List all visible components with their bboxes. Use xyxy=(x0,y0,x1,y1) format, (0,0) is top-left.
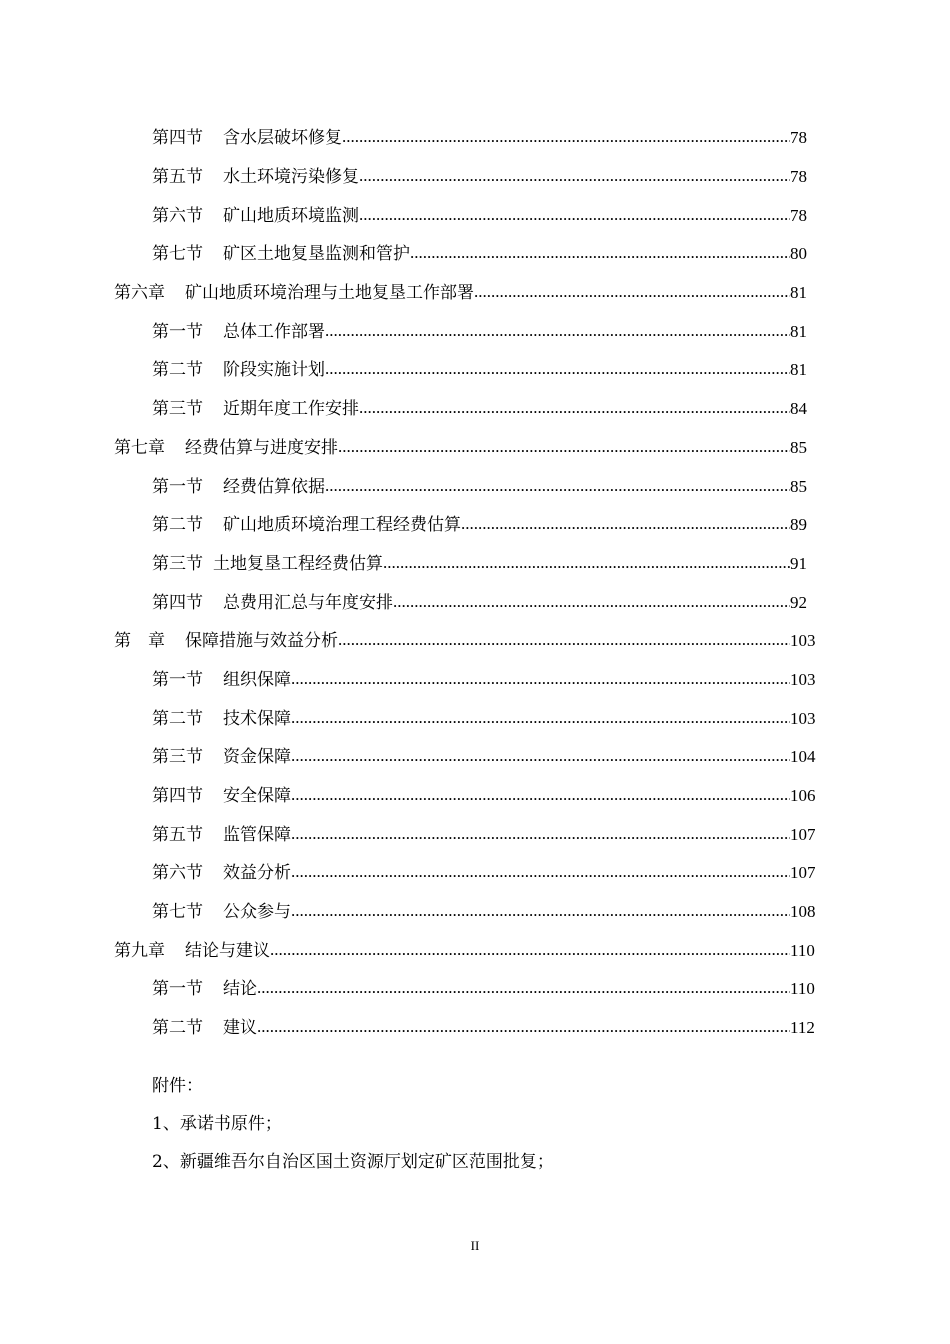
toc-section-entry[interactable] xyxy=(0,467,950,506)
toc-section-entry[interactable] xyxy=(0,390,950,429)
toc-section-entry[interactable] xyxy=(0,777,950,816)
toc-dot-leader xyxy=(257,979,790,998)
toc-entry-page-number: 81 xyxy=(790,321,807,341)
toc-entry-number: 第二节 xyxy=(152,708,203,729)
toc-entry-title: 结论 xyxy=(223,979,257,1000)
toc-entry-leader-line xyxy=(152,747,790,767)
toc-entry-number: 第六章 xyxy=(114,283,165,304)
toc-entry-page-number: 106 xyxy=(790,786,816,806)
toc-entry-title: 矿区土地复垦监测和管护 xyxy=(223,244,410,265)
toc-entry-leader-line xyxy=(152,515,790,535)
toc-entry-number: 第七节 xyxy=(152,244,203,265)
toc-entry-leader-line xyxy=(152,902,790,922)
toc-entry-page-number: 103 xyxy=(790,708,816,728)
toc-entry-number: 第四节 xyxy=(152,128,203,149)
toc-section-entry[interactable] xyxy=(0,196,950,235)
toc-entry-page-number: 107 xyxy=(790,824,816,844)
toc-dot-leader xyxy=(359,167,790,186)
toc-entry-page-number: 112 xyxy=(790,1018,815,1038)
toc-section-entry[interactable] xyxy=(0,970,950,1009)
toc-entry-title: 安全保障 xyxy=(223,786,291,807)
toc-section-entry[interactable] xyxy=(0,738,950,777)
toc-entry-page-number: 104 xyxy=(790,747,816,767)
toc-dot-leader xyxy=(393,593,790,612)
toc-entry-leader-line xyxy=(152,709,790,729)
toc-dot-leader xyxy=(474,283,790,302)
toc-entry-leader-line xyxy=(152,593,790,613)
toc-entry-leader-line xyxy=(152,786,790,806)
toc-entry-title: 监管保障 xyxy=(223,824,291,845)
toc-dot-leader xyxy=(291,825,790,844)
toc-dot-leader xyxy=(291,786,790,805)
toc-dot-leader xyxy=(359,206,790,225)
toc-dot-leader xyxy=(359,399,790,418)
toc-entry-title: 资金保障 xyxy=(223,747,291,768)
toc-entry-page-number: 110 xyxy=(790,979,815,999)
toc-chapter-entry[interactable] xyxy=(0,429,950,468)
toc-entry-title: 建议 xyxy=(223,1018,257,1039)
toc-dot-leader xyxy=(325,360,790,379)
toc-entry-leader-line xyxy=(114,438,790,458)
toc-entry-page-number: 91 xyxy=(790,553,807,573)
toc-entry-page-number: 78 xyxy=(790,167,807,187)
toc-dot-leader xyxy=(325,322,790,341)
toc-section-entry[interactable] xyxy=(0,119,950,158)
toc-entry-number: 第九章 xyxy=(114,940,165,961)
toc-entry-number: 第一节 xyxy=(152,669,203,690)
toc-entry-title: 组织保障 xyxy=(223,669,291,690)
toc-entry-page-number: 78 xyxy=(790,205,807,225)
toc-entry-number: 第一节 xyxy=(152,476,203,497)
toc-entry-title: 水土环境污染修复 xyxy=(223,167,359,188)
toc-entry-leader-line xyxy=(152,322,790,342)
toc-chapter-entry[interactable] xyxy=(0,622,950,661)
toc-entry-leader-line xyxy=(114,631,790,651)
toc-entry-leader-line xyxy=(152,206,790,226)
toc-entry-number: 第二节 xyxy=(152,1018,203,1039)
toc-entry-number: 第四节 xyxy=(152,786,203,807)
toc-section-entry[interactable] xyxy=(0,545,950,584)
table-of-contents xyxy=(0,119,950,1048)
toc-entry-page-number: 107 xyxy=(790,863,816,883)
toc-dot-leader xyxy=(291,863,790,882)
toc-entry-page-number: 81 xyxy=(790,283,807,303)
toc-entry-title: 土地复垦工程经费估算 xyxy=(213,553,383,574)
toc-entry-title: 阶段实施计划 xyxy=(223,360,325,381)
toc-entry-title: 效益分析 xyxy=(223,863,291,884)
toc-entry-number: 第 章 xyxy=(114,631,165,652)
toc-entry-leader-line xyxy=(152,167,790,187)
toc-entry-number: 第三节 xyxy=(152,553,203,574)
toc-entry-number: 第三节 xyxy=(152,747,203,768)
toc-entry-number: 第五节 xyxy=(152,167,203,188)
toc-entry-leader-line xyxy=(114,283,790,303)
toc-entry-title: 矿山地质环境监测 xyxy=(223,205,359,226)
toc-entry-leader-line xyxy=(152,399,790,419)
toc-entry-page-number: 103 xyxy=(790,631,816,651)
toc-entry-number: 第七节 xyxy=(152,902,203,923)
toc-entry-title: 总体工作部署 xyxy=(223,321,325,342)
toc-entry-page-number: 103 xyxy=(790,669,816,689)
toc-section-entry[interactable] xyxy=(0,699,950,738)
toc-dot-leader xyxy=(291,670,790,689)
toc-entry-leader-line xyxy=(152,477,790,497)
toc-entry-number: 第六节 xyxy=(152,863,203,884)
toc-entry-page-number: 81 xyxy=(790,360,807,380)
page-number: II xyxy=(470,1238,480,1253)
toc-entry-title: 总费用汇总与年度安排 xyxy=(223,592,393,613)
toc-entry-title: 结论与建议 xyxy=(185,940,270,961)
toc-entry-number: 第一节 xyxy=(152,321,203,342)
toc-entry-leader-line xyxy=(152,554,790,574)
appendix-item-1: 1、承诺书原件； xyxy=(152,1114,282,1134)
toc-entry-title: 公众参与 xyxy=(223,902,291,923)
toc-entry-page-number: 78 xyxy=(790,128,807,148)
toc-entry-page-number: 110 xyxy=(790,940,815,960)
toc-dot-leader xyxy=(291,747,790,766)
toc-entry-title: 近期年度工作安排 xyxy=(223,399,359,420)
toc-entry-number: 第三节 xyxy=(152,399,203,420)
toc-entry-number: 第二节 xyxy=(152,515,203,536)
toc-entry-leader-line xyxy=(152,979,790,999)
toc-dot-leader xyxy=(338,438,790,457)
toc-entry-leader-line xyxy=(152,825,790,845)
toc-section-entry[interactable] xyxy=(0,235,950,274)
toc-entry-number: 第四节 xyxy=(152,592,203,613)
toc-entry-number: 第二节 xyxy=(152,360,203,381)
toc-dot-leader xyxy=(342,128,790,147)
toc-entry-page-number: 108 xyxy=(790,902,816,922)
toc-entry-title: 矿山地质环境治理与土地复垦工作部署 xyxy=(185,283,474,304)
toc-section-entry[interactable] xyxy=(0,312,950,351)
toc-entry-number: 第五节 xyxy=(152,824,203,845)
toc-section-entry[interactable] xyxy=(0,1009,950,1048)
appendix-item-2: 2、新疆维吾尔自治区国土资源厅划定矿区范围批复； xyxy=(152,1152,554,1172)
toc-entry-leader-line xyxy=(152,244,790,264)
toc-entry-number: 第一节 xyxy=(152,979,203,1000)
toc-section-entry[interactable] xyxy=(0,815,950,854)
toc-entry-leader-line xyxy=(152,670,790,690)
toc-entry-page-number: 92 xyxy=(790,592,807,612)
toc-entry-leader-line xyxy=(152,1018,790,1038)
toc-dot-leader xyxy=(410,244,790,263)
toc-entry-leader-line xyxy=(114,941,790,961)
appendix-heading: 附件： xyxy=(152,1076,203,1096)
toc-entry-page-number: 85 xyxy=(790,476,807,496)
toc-dot-leader xyxy=(291,709,790,728)
toc-dot-leader xyxy=(461,515,790,534)
toc-chapter-entry[interactable] xyxy=(0,931,950,970)
toc-dot-leader xyxy=(270,941,790,960)
toc-section-entry[interactable] xyxy=(0,158,950,197)
toc-entry-page-number: 80 xyxy=(790,244,807,264)
toc-entry-number: 第七章 xyxy=(114,437,165,458)
toc-entry-title: 保障措施与效益分析 xyxy=(185,631,338,652)
toc-dot-leader xyxy=(338,631,790,650)
toc-entry-page-number: 84 xyxy=(790,399,807,419)
toc-entry-title: 技术保障 xyxy=(223,708,291,729)
toc-section-entry[interactable] xyxy=(0,583,950,622)
toc-section-entry[interactable] xyxy=(0,351,950,390)
toc-entry-title: 含水层破坏修复 xyxy=(223,128,342,149)
toc-dot-leader xyxy=(383,554,790,573)
toc-dot-leader xyxy=(257,1018,790,1037)
toc-entry-page-number: 85 xyxy=(790,437,807,457)
toc-entry-leader-line xyxy=(152,863,790,883)
toc-entry-title: 经费估算与进度安排 xyxy=(185,437,338,458)
toc-section-entry[interactable] xyxy=(0,661,950,700)
toc-chapter-entry[interactable] xyxy=(0,274,950,313)
toc-entry-title: 矿山地质环境治理工程经费估算 xyxy=(223,515,461,536)
toc-entry-leader-line xyxy=(152,360,790,380)
toc-section-entry[interactable] xyxy=(0,506,950,545)
toc-entry-title: 经费估算依据 xyxy=(223,476,325,497)
toc-entry-number: 第六节 xyxy=(152,205,203,226)
toc-entry-leader-line xyxy=(152,128,790,148)
toc-dot-leader xyxy=(325,477,790,496)
toc-section-entry[interactable] xyxy=(0,854,950,893)
toc-dot-leader xyxy=(291,902,790,921)
appendix-section xyxy=(152,1071,554,1185)
toc-entry-page-number: 89 xyxy=(790,515,807,535)
toc-section-entry[interactable] xyxy=(0,893,950,932)
